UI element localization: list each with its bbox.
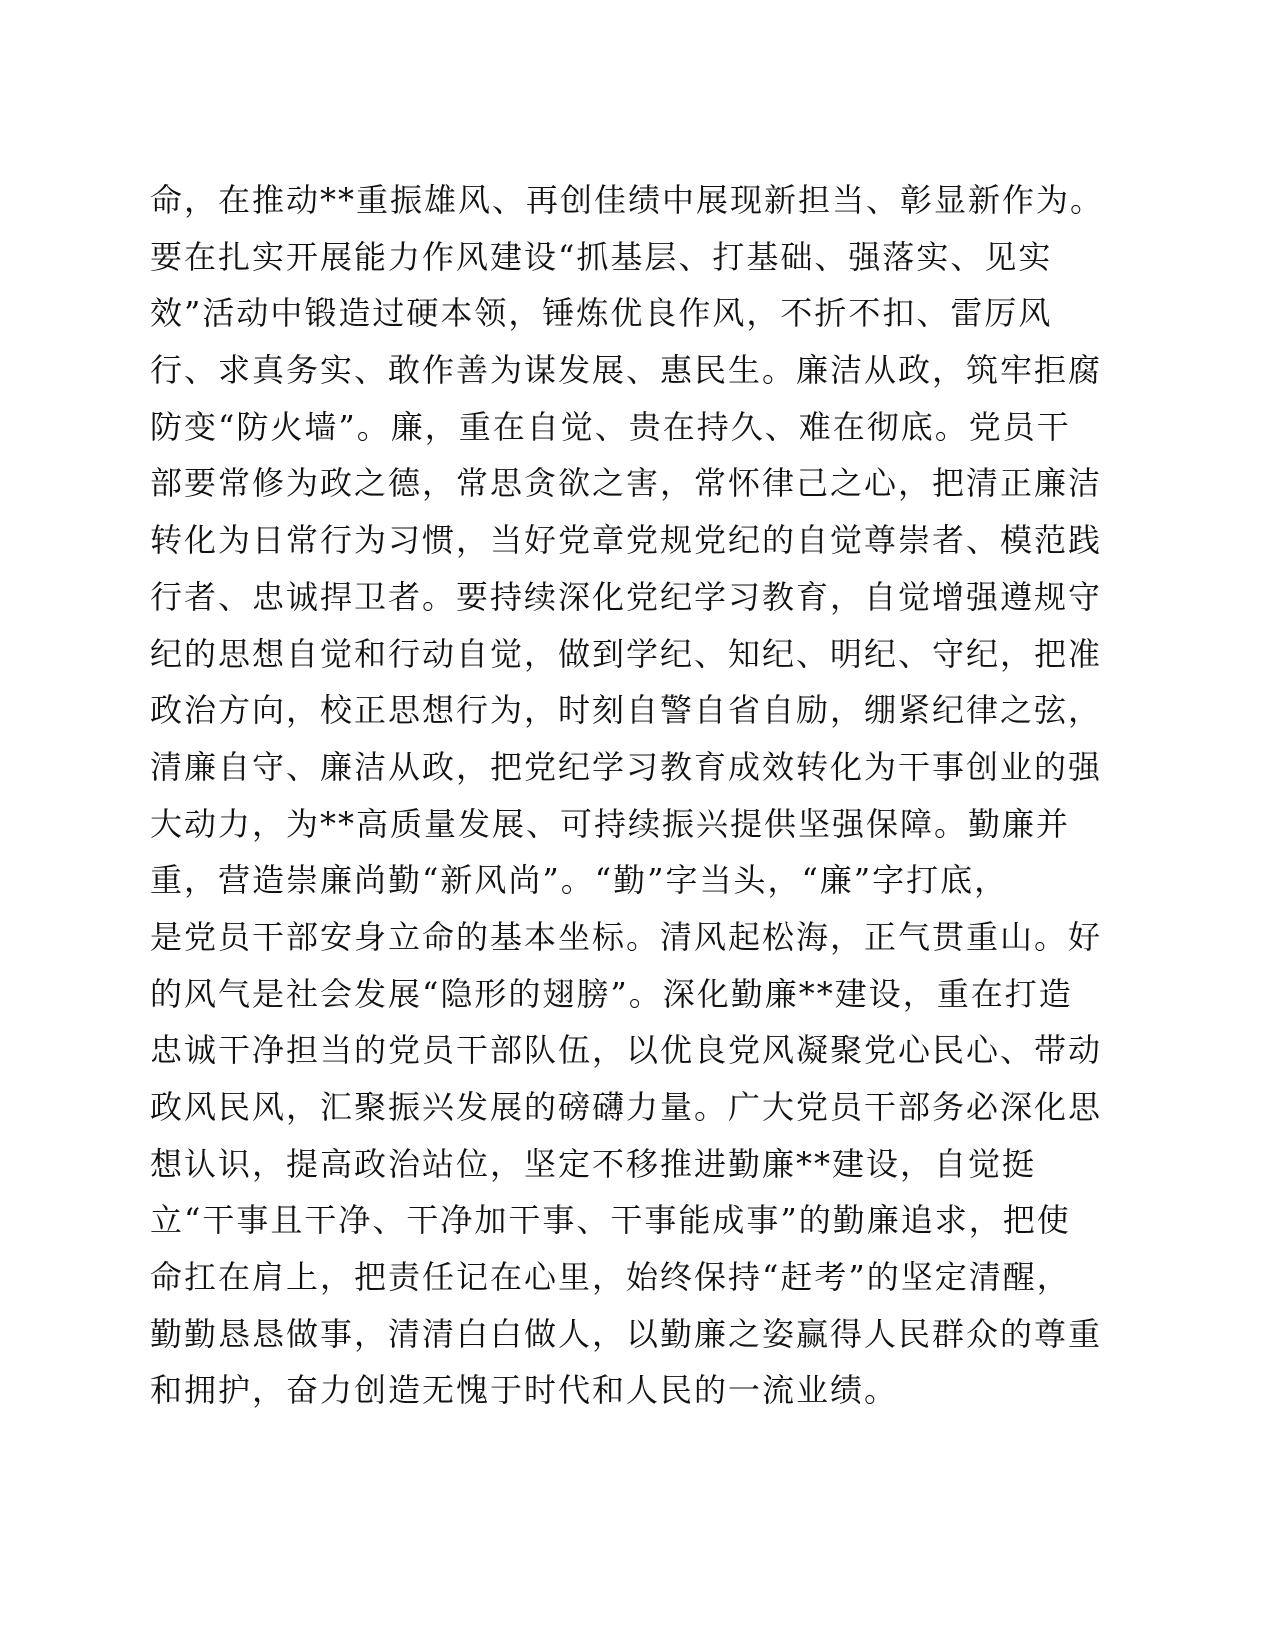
text-line: 勤勤恳恳做事，清清白白做人，以勤廉之姿赢得人民群众的尊重 — [150, 1314, 1103, 1353]
text-line: 行、求真务实、敢作善为谋发展、惠民生。廉洁从政，筑牢拒腐 — [150, 351, 1103, 390]
text-line: 政治方向，校正思想行为，时刻自警自省自励，绷紧纪律之弦， — [150, 691, 1103, 730]
text-line: 忠诚干净担当的党员干部队伍，以优良党风凝聚党心民心、带动 — [150, 1031, 1103, 1070]
text-line: 纪的思想自觉和行动自觉，做到学纪、知纪、明纪、守纪，把准 — [150, 634, 1103, 673]
text-line: 和拥护，奋力创造无愧于时代和人民的一流业绩。 — [150, 1371, 899, 1410]
text-line: 部要常修为政之德，常思贪欲之害，常怀律己之心，把清正廉洁 — [150, 464, 1103, 503]
text-line: 是党员干部安身立命的基本坐标。清风起松海，正气贯重山。好 — [150, 917, 1103, 956]
text-line: 政风民风，汇聚振兴发展的磅礴力量。广大党员干部务必深化思 — [150, 1088, 1103, 1126]
text-line: 清廉自守、廉洁从政，把党纪学习教育成效转化为干事创业的强 — [150, 747, 1103, 786]
text-line: 转化为日常行为习惯，当好党章党规党纪的自觉尊崇者、模范践 — [150, 521, 1103, 560]
text-line: 想认识，提高政治站位，坚定不移推进勤廉**建设，自觉挺 — [150, 1144, 1037, 1183]
text-line: 要在扎实开展能力作风建设“抓基层、打基础、强落实、见实 — [150, 237, 1053, 276]
text-line: 防变“防火墙”。廉，重在自觉、贵在持久、难在彻底。党员干 — [150, 407, 1071, 446]
text-line: 的风气是社会发展“隐形的翅膀”。深化勤廉**建设，重在打造 — [150, 974, 1073, 1013]
text-line: 命扛在肩上，把责任记在心里，始终保持“赶考”的坚定清醒， — [150, 1258, 1071, 1297]
text-line: 行者、忠诚捍卫者。要持续深化党纪学习教育，自觉增强遵规守 — [150, 577, 1103, 616]
text-line: 命，在推动**重振雄风、再创佳绩中展现新担当、彰显新作为。 — [150, 181, 1105, 219]
body-text — [150, 172, 1105, 1419]
text-line: 大动力，为**高质量发展、可持续振兴提供坚强保障。勤廉并 — [150, 804, 1071, 843]
text-line: 立“干事且干净、干净加干事、干事能成事”的勤廉追求，把使 — [150, 1201, 1071, 1240]
text-line: 效”活动中锻造过硬本领，锤炼优良作风，不折不扣、雷厉风 — [150, 294, 1053, 333]
text-line: 重，营造崇廉尚勤“新风尚”。“勤”字当头，“廉”字打底， — [150, 861, 1009, 900]
